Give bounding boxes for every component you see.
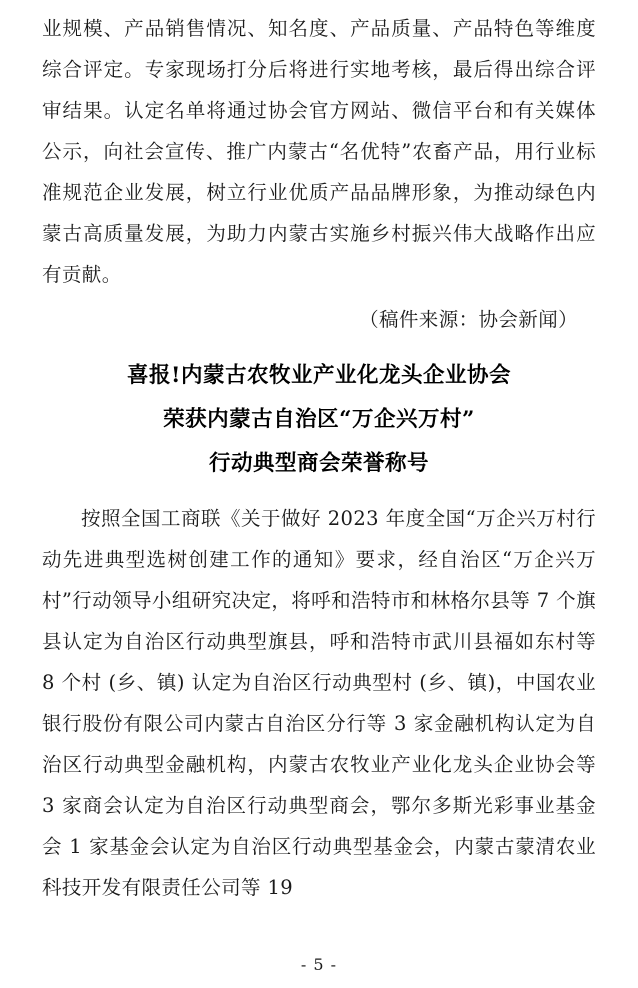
headline-line-3: 行动典型商会荣誉称号 bbox=[208, 451, 429, 476]
article-headline bbox=[42, 354, 596, 486]
source-attribution: （稿件来源：协会新闻） bbox=[359, 308, 578, 331]
article-body bbox=[42, 498, 596, 908]
continued-paragraph: 业规模、产品销售情况、知名度、产品质量、产品特色等维度综合评定。专家现场打分后将进行实地考核，最后得出综合评审结果。认定名单将通过协会官方网站、微信平台和有关媒体公示，向社会宣传、推广内蒙古“名优特”农畜产品，用行业标准规范企业发展，树立行业优质产品品牌形象，为推动绿色内蒙古高质量发展，为助力内蒙古实施乡村振兴伟大战略作出应有贡献。 bbox=[42, 17, 596, 286]
headline-line-2: 荣获内蒙古自治区“万企兴万村” bbox=[163, 407, 475, 432]
page-number: - 5 - bbox=[300, 955, 338, 974]
article-paragraph: 按照全国工商联《关于做好 2023 年度全国“万企兴万村行动先进典型选树创建工作的通知》要求，经自治区“万企兴万村”行动领导小组研究决定，将呼和浩特市和林格尔县等 7 个旗县认定为自治区行动典型旗县，呼和浩特市武川县福如东村等 8 个村 (乡、镇) 认定为自治区行动典型村 (乡、镇)，中国农业银行股份有限公司内蒙古自治区分行等 3 家金融机构认定为自治区行动典型金融机构，内蒙古农牧业产业化龙头企业协会等 3 家商会认定为自治区行动典型商会，鄂尔多斯光彩事业基金会 1 家基金会认定为自治区行动典型基金会，内蒙古蒙清农业科技开发有限责任公司等 19 bbox=[42, 507, 596, 899]
headline-line-1: 喜报!内蒙古农牧业产业化龙头企业协会 bbox=[127, 363, 511, 388]
